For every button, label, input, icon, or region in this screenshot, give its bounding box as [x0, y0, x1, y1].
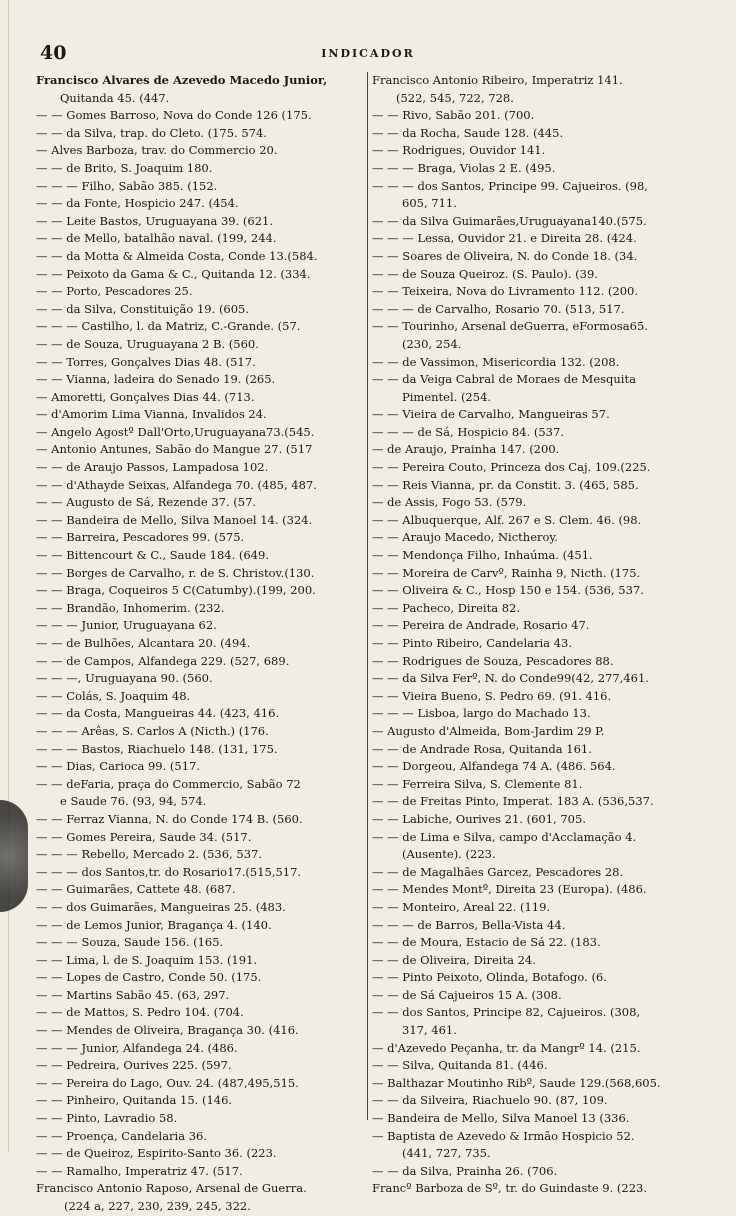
directory-entry: — — deFaria, praça do Commercio, Sabão 72	[36, 776, 301, 791]
directory-entry: — Augusto d'Almeida, Bom-Jardim 29 P.	[372, 723, 605, 738]
directory-entry: — — Pedreira, Ourives 225. (597.	[36, 1058, 232, 1073]
directory-entry: — — de Andrade Rosa, Quitanda 161.	[372, 741, 592, 756]
directory-entry: — — da Silva, Constituição 19. (605.	[36, 301, 250, 316]
directory-entry: — — Pinheiro, Quitanda 15. (146.	[36, 1093, 233, 1108]
directory-entry: — — d'Athayde Seixas, Alfandega 70. (485, 487.	[36, 477, 317, 492]
directory-entry: — — — Bastos, Riachuelo 148. (131, 175.	[36, 741, 278, 756]
directory-entry: — — Pereira de Andrade, Rosario 47.	[372, 618, 590, 633]
left-column	[36, 72, 366, 1216]
directory-entry: — — de Brito, S. Joaquim 180.	[36, 160, 213, 175]
directory-entry: (441, 727, 735.	[402, 1146, 491, 1161]
directory-entry: — — Oliveira & C., Hosp 150 e 154. (536, 537.	[372, 583, 644, 598]
directory-entry: — — Vianna, ladeira do Senado 19. (265.	[36, 372, 276, 387]
directory-entry: — de Araujo, Prainha 147. (200.	[372, 442, 560, 457]
directory-entry: — — Lima, l. de S. Joaquim 153. (191.	[36, 952, 258, 967]
directory-entry: — — Mendes de Oliveira, Bragança 30. (416.	[36, 1023, 299, 1038]
directory-entry: — — — dos Santos, Principe 99. Cajueiros. (98,	[372, 178, 648, 193]
directory-entry: — d'Azevedo Peçanha, tr. da Mangrº 14. (215.	[372, 1040, 641, 1055]
directory-entry: — d'Amorim Lima Vianna, Invalidos 24.	[36, 407, 267, 422]
directory-entry: — — da Silva, trap. do Cleto. (175. 574.	[36, 125, 267, 140]
directory-entry: — — dos Guimarães, Mangueiras 25. (483.	[36, 899, 286, 914]
directory-entry: 317, 461.	[402, 1023, 457, 1038]
directory-entry: — — Leite Bastos, Uruguayana 39. (621.	[36, 213, 274, 228]
directory-entry: Francisco Antonio Raposo, Arsenal de Guerra.	[36, 1181, 307, 1196]
directory-entry: — — de Queiroz, Espirito-Santo 36. (223.	[36, 1146, 277, 1161]
directory-entry: — — da Veiga Cabral de Moraes de Mesquita	[372, 372, 636, 387]
directory-entry: — — Porto, Pescadores 25.	[36, 284, 193, 299]
directory-entry: — — Pinto, Lavradio 58.	[36, 1111, 178, 1126]
directory-entry: — Baptista de Azevedo & Irmão Hospicio 52.	[372, 1128, 635, 1143]
directory-entry: — — Albuquerque, Alf. 267 e S. Clem. 46. (98.	[372, 512, 642, 527]
page-number: 40	[40, 42, 67, 64]
directory-entry: — Antonio Antunes, Sabão do Mangue 27. (517	[36, 442, 313, 457]
directory-entry: — — Moreira de Carvº, Rainha 9, Nicth. (175.	[372, 565, 641, 580]
directory-entry: Pimentel. (254.	[402, 389, 492, 404]
directory-entry: — — Gomes Pereira, Saude 34. (517.	[36, 829, 252, 844]
right-column	[372, 72, 722, 1198]
directory-entry: — — Pinto Ribeiro, Candelaria 43.	[372, 636, 572, 650]
directory-entry: — — de Campos, Alfandega 229. (527, 689.	[36, 653, 290, 668]
directory-entry: — — de Moura, Estacio de Sá 22. (183.	[372, 935, 601, 950]
page-margin-line	[8, 0, 9, 1152]
directory-entry: — — da Silva, Prainha 26. (706.	[372, 1163, 558, 1178]
directory-entry: — — Dorgeou, Alfandega 74 A. (486. 564.	[372, 759, 616, 774]
directory-entry: — — Tourinho, Arsenal deGuerra, eFormosa65.	[372, 319, 648, 334]
directory-entry: — — Peixoto da Gama & C., Quitanda 12. (334.	[36, 266, 311, 281]
directory-entry: — — Pereira Couto, Princeza dos Caj. 109.(225.	[372, 460, 651, 475]
directory-entry: — Bandeira de Mello, Silva Manoel 13 (336.	[372, 1111, 630, 1126]
directory-entry: — — Torres, Gonçalves Dias 48. (517.	[36, 354, 256, 369]
directory-entry: — — Vieira de Carvalho, Mangueiras 57.	[372, 407, 610, 422]
directory-entry: — — da Rocha, Saude 128. (445.	[372, 125, 564, 140]
directory-entry: Quitanda 45. (447.	[60, 90, 170, 105]
page-header	[0, 42, 736, 66]
directory-entry: — Angelo Agostº Dall'Orto,Uruguayana73.(545.	[36, 424, 315, 439]
directory-entry: — — Brandão, Inhomerim. (232.	[36, 600, 225, 615]
directory-entry: — — Teixeira, Nova do Livramento 112. (200.	[372, 284, 638, 299]
directory-entry: — — Augusto de Sá, Rezende 37. (57.	[36, 495, 257, 510]
directory-entry: — — — Lisboa, largo do Machado 13.	[372, 706, 591, 721]
directory-entry: — — Borges de Carvalho, r. de S. Christov.(130.	[36, 565, 315, 580]
directory-entry: — — Pereira do Lago, Ouv. 24. (487,495,515.	[36, 1075, 299, 1090]
directory-entry: — — Ferreira Silva, S. Clemente 81.	[372, 776, 583, 791]
directory-entry: — — de Sá Cajueiros 15 A. (308.	[372, 987, 562, 1002]
directory-entry: — — Barreira, Pescadores 99. (575.	[36, 530, 245, 545]
directory-entry: — — de Oliveira, Direita 24.	[372, 952, 536, 967]
column-divider	[367, 72, 368, 1120]
directory-entry: — — de Bulhões, Alcantara 20. (494.	[36, 636, 251, 650]
directory-entry: — — da Costa, Mangueiras 44. (423, 416.	[36, 706, 280, 721]
directory-entry: — — — Rebello, Mercado 2. (536, 537.	[36, 847, 262, 862]
directory-entry: (230, 254.	[402, 336, 462, 351]
directory-entry: — — Mendonça Filho, Inhaúma. (451.	[372, 548, 593, 563]
directory-entry: — — de Lemos Junior, Bragança 4. (140.	[36, 917, 272, 932]
directory-entry: — — Mendes Montº, Direita 23 (Europa). (486.	[372, 882, 647, 897]
directory-entry: — — — de Sá, Hospicio 84. (537.	[372, 424, 564, 439]
directory-entry: — — — Souza, Saude 156. (165.	[36, 935, 224, 950]
directory-entry: — — — Castilho, l. da Matriz, C.-Grande. (57.	[36, 319, 301, 334]
directory-entry: Francisco Alvares de Azevedo Macedo Junior,	[36, 73, 328, 87]
directory-entry: — — da Silva Ferº, N. do Conde99(42, 277,461.	[372, 671, 649, 686]
directory-entry: — — — de Barros, Bella-Vista 44.	[372, 917, 566, 932]
directory-entry: — — — Arêas, S. Carlos A (Nicth.) (176.	[36, 723, 269, 738]
directory-entry: — — Dias, Carioca 99. (517.	[36, 759, 201, 774]
directory-entry: — de Assis, Fogo 53. (579.	[372, 495, 527, 510]
directory-entry: — — — Lessa, Ouvidor 21. e Direita 28. (424.	[372, 231, 637, 246]
directory-entry: — — da Fonte, Hospicio 247. (454.	[36, 196, 239, 211]
directory-entry: — Amoretti, Gonçalves Dias 44. (713.	[36, 389, 255, 404]
directory-entry: — — Ferraz Vianna, N. do Conde 174 B. (560.	[36, 811, 303, 826]
directory-entry: — — de Freitas Pinto, Imperat. 183 A. (536,537.	[372, 794, 654, 809]
directory-entry: — — de Araujo Passos, Lampadosa 102.	[36, 460, 269, 475]
directory-entry: — — — dos Santos,tr. do Rosario17.(515,517.	[36, 864, 302, 879]
directory-entry: — — de Magalhães Garcez, Pescadores 28.	[372, 864, 624, 879]
directory-entry: — — da Silva Guimarães,Uruguayana140.(575.	[372, 213, 647, 228]
directory-entry: — — de Mattos, S. Pedro 104. (704.	[36, 1005, 244, 1020]
directory-entry: — — Lopes de Castro, Conde 50. (175.	[36, 970, 262, 985]
directory-entry: — — Pacheco, Direita 82.	[372, 600, 521, 615]
directory-entry: — — Guimarães, Cattete 48. (687.	[36, 882, 236, 897]
directory-entry: — — Ramalho, Imperatriz 47. (517.	[36, 1163, 243, 1178]
directory-entry: — — — Filho, Sabão 385. (152.	[36, 178, 218, 193]
directory-entry: — — de Souza, Uruguayana 2 B. (560.	[36, 336, 259, 351]
directory-entry: (224 a, 227, 230, 239, 245, 322.	[64, 1199, 251, 1213]
directory-entry: — — Silva, Quitanda 81. (446.	[372, 1058, 548, 1073]
directory-entry: — — Colás, S. Joaquim 48.	[36, 688, 191, 703]
directory-entry: — — — de Carvalho, Rosario 70. (513, 517.	[372, 301, 625, 316]
directory-entry: Francº Barboza de Sº, tr. do Guindaste 9. (223.	[372, 1181, 648, 1196]
directory-entry: — — Braga, Coqueiros 5 C(Catumby).(199, 200.	[36, 583, 316, 598]
directory-entry: — — de Lima e Silva, campo d'Acclamação 4.	[372, 829, 637, 844]
directory-entry: — — —, Uruguayana 90. (560.	[36, 671, 213, 686]
directory-entry: 605, 711.	[402, 196, 457, 211]
directory-entry: e Saude 76. (93, 94, 574.	[60, 794, 207, 809]
directory-entry: — — Bittencourt & C., Saude 184. (649.	[36, 548, 270, 563]
directory-entry: — — Pinto Peixoto, Olinda, Botafogo. (6.	[372, 970, 607, 985]
directory-entry: — — Rodrigues, Ouvidor 141.	[372, 143, 546, 158]
directory-entry: — Alves Barboza, trav. do Commercio 20.	[36, 143, 278, 158]
directory-entry: — — de Vassimon, Misericordia 132. (208.	[372, 354, 620, 369]
directory-entry: — — Gomes Barroso, Nova do Conde 126 (175.	[36, 108, 312, 123]
directory-entry: — — Soares de Oliveira, N. do Conde 18. (34.	[372, 248, 638, 263]
directory-entry: — — Rodrigues de Souza, Pescadores 88.	[372, 653, 614, 668]
directory-entry: — — — Junior, Alfandega 24. (486.	[36, 1040, 238, 1055]
directory-entry: — — dos Santos, Principe 82, Cajueiros. (308,	[372, 1005, 641, 1020]
directory-entry: — Balthazar Moutinho Ribº, Saude 129.(568,605.	[372, 1075, 661, 1090]
directory-entry: — — Reis Vianna, pr. da Constit. 3. (465, 585.	[372, 477, 639, 492]
directory-entry: — — Labiche, Ourives 21. (601, 705.	[372, 811, 586, 826]
directory-entry: — — de Mello, batalhão naval. (199, 244.	[36, 231, 277, 246]
directory-entry: (522, 545, 722, 728.	[396, 90, 514, 105]
directory-entry: — — Proença, Candelaria 36.	[36, 1128, 208, 1143]
directory-entry: — — — Junior, Uruguayana 62.	[36, 618, 217, 633]
directory-entry: (Ausente). (223.	[402, 847, 496, 862]
directory-entry: — — Monteiro, Areal 22. (119.	[372, 899, 551, 914]
directory-entry: — — Rivo, Sabão 201. (700.	[372, 108, 535, 123]
binding-tab-mark	[0, 800, 28, 912]
directory-entry: Francisco Antonio Ribeiro, Imperatriz 141.	[372, 73, 623, 87]
directory-entry: — — Martins Sabão 45. (63, 297.	[36, 987, 230, 1002]
directory-entry: — — Bandeira de Mello, Silva Manoel 14. (324.	[36, 512, 313, 527]
directory-entry: — — Araujo Macedo, Nictheroy.	[372, 530, 559, 545]
directory-entry: — — da Motta & Almeida Costa, Conde 13.(584.	[36, 248, 318, 263]
directory-entry: — — — Braga, Violas 2 E. (495.	[372, 160, 556, 175]
directory-entry: — — de Souza Queiroz. (S. Paulo). (39.	[372, 266, 598, 281]
directory-entry: — — Vieira Bueno, S. Pedro 69. (91. 416.	[372, 688, 612, 703]
page-title: INDICADOR	[321, 47, 415, 60]
directory-entry: — — da Silveira, Riachuelo 90. (87, 109.	[372, 1093, 608, 1108]
